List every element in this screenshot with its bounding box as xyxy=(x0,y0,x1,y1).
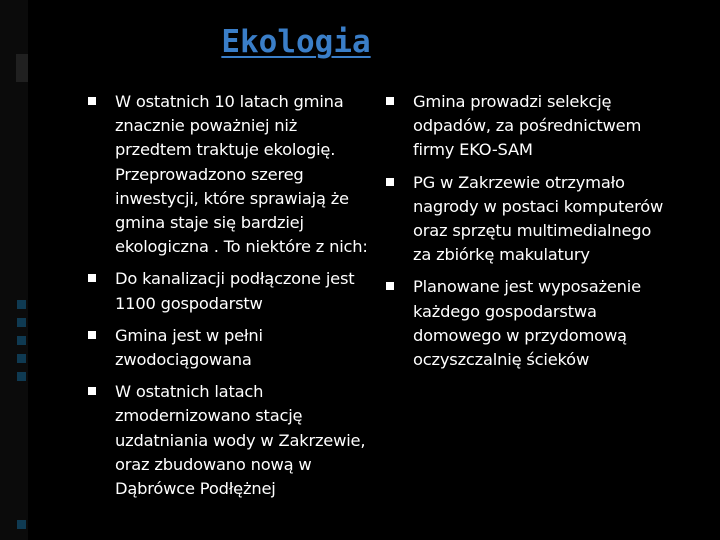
decor-block xyxy=(16,54,28,82)
square-bullet-icon xyxy=(88,274,96,282)
left-decor-strip xyxy=(0,0,28,540)
square-bullet-icon xyxy=(386,178,394,186)
bullet-item: Planowane jest wyposażenie każdego gospodarstwa domowego w przydomową oczyszczalnię ścieków xyxy=(386,275,686,372)
slide-title: Ekologia xyxy=(221,24,371,60)
bullet-item: Do kanalizacji podłączone jest 1100 gospodarstw xyxy=(88,267,378,315)
bullet-item: W ostatnich 10 latach gmina znacznie poważniej niż przedtem traktuje ekologię. Przeprowadzono szereg inwestycji, które sprawiają że gmina staje się bardziej ekologiczna . To niektóre z nich: xyxy=(88,90,378,259)
square-bullet-icon xyxy=(88,97,96,105)
bullet-item: Gmina jest w pełni zwodociągowana xyxy=(88,324,378,372)
bullet-item: PG w Zakrzewie otrzymało nagrody w postaci komputerów oraz sprzętu multimedialnego za zbiórkę makulatury xyxy=(386,171,686,268)
bullet-item: W ostatnich latach zmodernizowano stację uzdatniania wody w Zakrzewie, oraz zbudowano nową w Dąbrówce Podłężnej xyxy=(88,380,378,501)
square-bullet-icon xyxy=(386,282,394,290)
square-bullet-icon xyxy=(88,387,96,395)
decor-square xyxy=(17,318,26,327)
decor-square xyxy=(17,300,26,309)
left-column xyxy=(88,90,378,509)
square-bullet-icon xyxy=(386,97,394,105)
decor-square xyxy=(17,354,26,363)
decor-square xyxy=(17,336,26,345)
square-bullet-icon xyxy=(88,331,96,339)
decor-square xyxy=(17,520,26,529)
right-column xyxy=(386,90,686,380)
decor-square xyxy=(17,372,26,381)
bullet-item: Gmina prowadzi selekcję odpadów, za pośrednictwem firmy EKO-SAM xyxy=(386,90,686,163)
